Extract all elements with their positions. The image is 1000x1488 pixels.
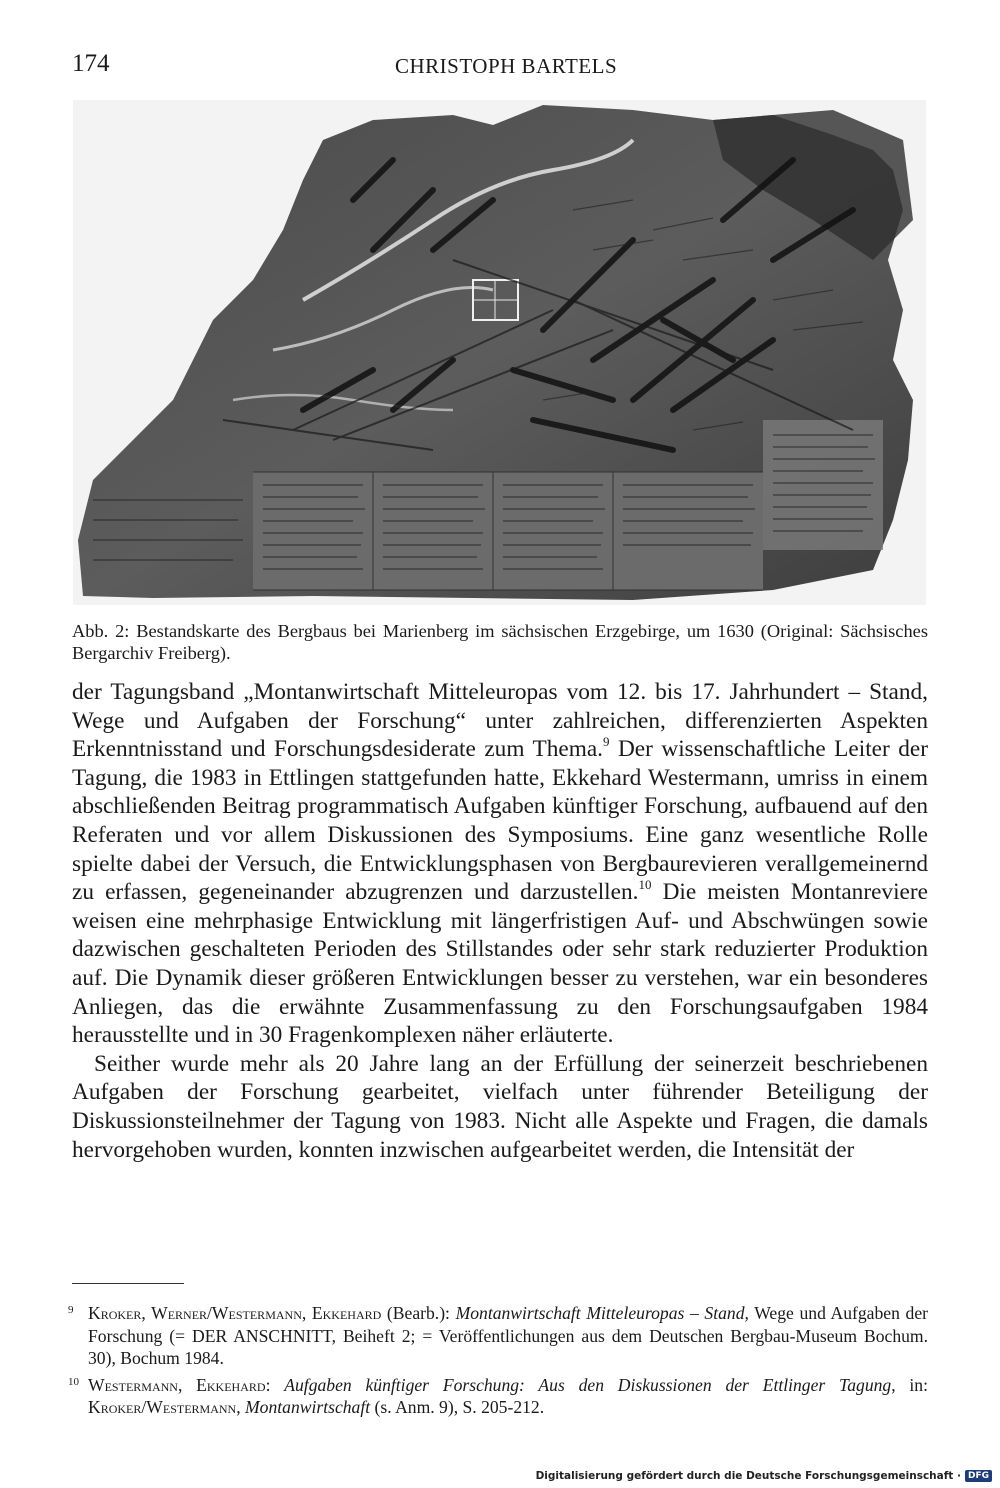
footnote-author: Kroker/Westermann (88, 1397, 237, 1417)
footnote-title: Aufgaben künftiger Forschung: Aus den Diskussionen der Ettlinger Tagung (284, 1374, 892, 1395)
footnote-text: (s. Anm. 9), S. 205-212. (370, 1397, 545, 1417)
paragraph-1-part-c: Die meisten Montanreviere weisen eine mehrphasige Entwicklung mit längerfristigen Auf- und Abschwüngen sowie dazwischen geschalteten Perioden des Stillstandes oder sehr stark reduzierter Produktion auf. Die Dynamik dieser größeren Entwicklungen besser zu verstehen, war ein besonderes Anliegen, das die erwähnte Zusammenfassung zu den Forschungsaufgaben 1984 herausstellte und in 30 Fragenkomplexen näher erläuterte. (72, 879, 928, 1049)
footnote-9 (68, 1302, 928, 1370)
paragraph-1-part-b: Der wissenschaftliche Leiter der Tagung, die 1983 in Ettlingen stattgefunden hatte, Ekkehard Westermann, umriss in einem abschließenden Beitrag programmatisch Aufgaben künftiger Forschung, aufbauend auf den Referaten und vor allem Diskussionen des Symposiums. Eine ganz wesentliche Rolle spielte dabei der Versuch, die Entwicklungsphasen von Bergbaurevieren verallgemeinernd zu erfassen, gegeneinander abzugrenzen und darzustellen. (72, 736, 928, 906)
body-text (72, 678, 928, 1164)
footnote-title: Montanwirtschaft Mitteleuropas – Stand, (455, 1303, 749, 1323)
footnote-title: Montanwirtschaft (245, 1397, 371, 1417)
figure-historic-mining-map (73, 100, 926, 605)
footnote-text: , (236, 1397, 246, 1417)
footnote-text: : (265, 1374, 285, 1395)
footnote-number: 10 (68, 1375, 79, 1388)
dfg-funding-notice (536, 1468, 992, 1484)
footnote-text: (Bearb.): (381, 1303, 456, 1323)
map-image (73, 100, 926, 605)
footnote-separator (72, 1283, 184, 1284)
paragraph-1 (72, 678, 928, 1050)
footnotes (68, 1302, 928, 1423)
footnote-ref-10: 10 (638, 877, 652, 893)
paragraph-2: Seither wurde mehr als 20 Jahre lang an der Erfüllung der seinerzeit beschriebenen Aufgaben der Forschung gearbeitet, vielfach unter führender Beteiligung der Diskussionsteilnehmer der Tagung von 1983. Nicht alle Aspekte und Fragen, die damals hervorgehoben wurden, konnten inzwischen aufgearbeitet werden, die Intensität der (72, 1050, 928, 1163)
footnote-10 (68, 1374, 928, 1419)
dfg-logo: DFG (965, 1470, 992, 1482)
footnote-text: Wege und Aufgaben der Forschung (= DER ANSCHNITT, Beiheft 2; = Veröffentlichungen aus dem Deutschen Bergbau-Museum Bochum. 30), Bochum 1984. (88, 1303, 928, 1368)
page-number: 174 (72, 50, 110, 77)
footnote-text: , in: (891, 1374, 928, 1395)
dfg-notice-text: Digitalisierung gefördert durch die Deutsche Forschungsgemeinschaft · (535, 1470, 961, 1482)
footnote-number: 9 (68, 1304, 74, 1316)
figure-caption: Abb. 2: Bestandskarte des Bergbaus bei Marienberg im sächsischen Erzgebirge, um 1630 (Original: Sächsisches Bergarchiv Freiberg). (72, 621, 928, 663)
footnote-ref-9: 9 (603, 734, 610, 750)
running-head: CHRISTOPH BARTELS (395, 54, 618, 78)
footnote-author: Kroker, Werner/Westermann, Ekkehard (88, 1303, 382, 1323)
paragraph-1-part-a: der Tagungsband „Montanwirtschaft Mitteleuropas vom 12. bis 17. Jahrhundert – Stand, Wege und Aufgaben der Forschung“ unter zahlreichen, differenzierten Aspekten Erkenntnisstand und Forschungsdesiderate zum Thema. (72, 679, 928, 763)
footnote-author: Westermann, Ekkehard (88, 1374, 266, 1395)
